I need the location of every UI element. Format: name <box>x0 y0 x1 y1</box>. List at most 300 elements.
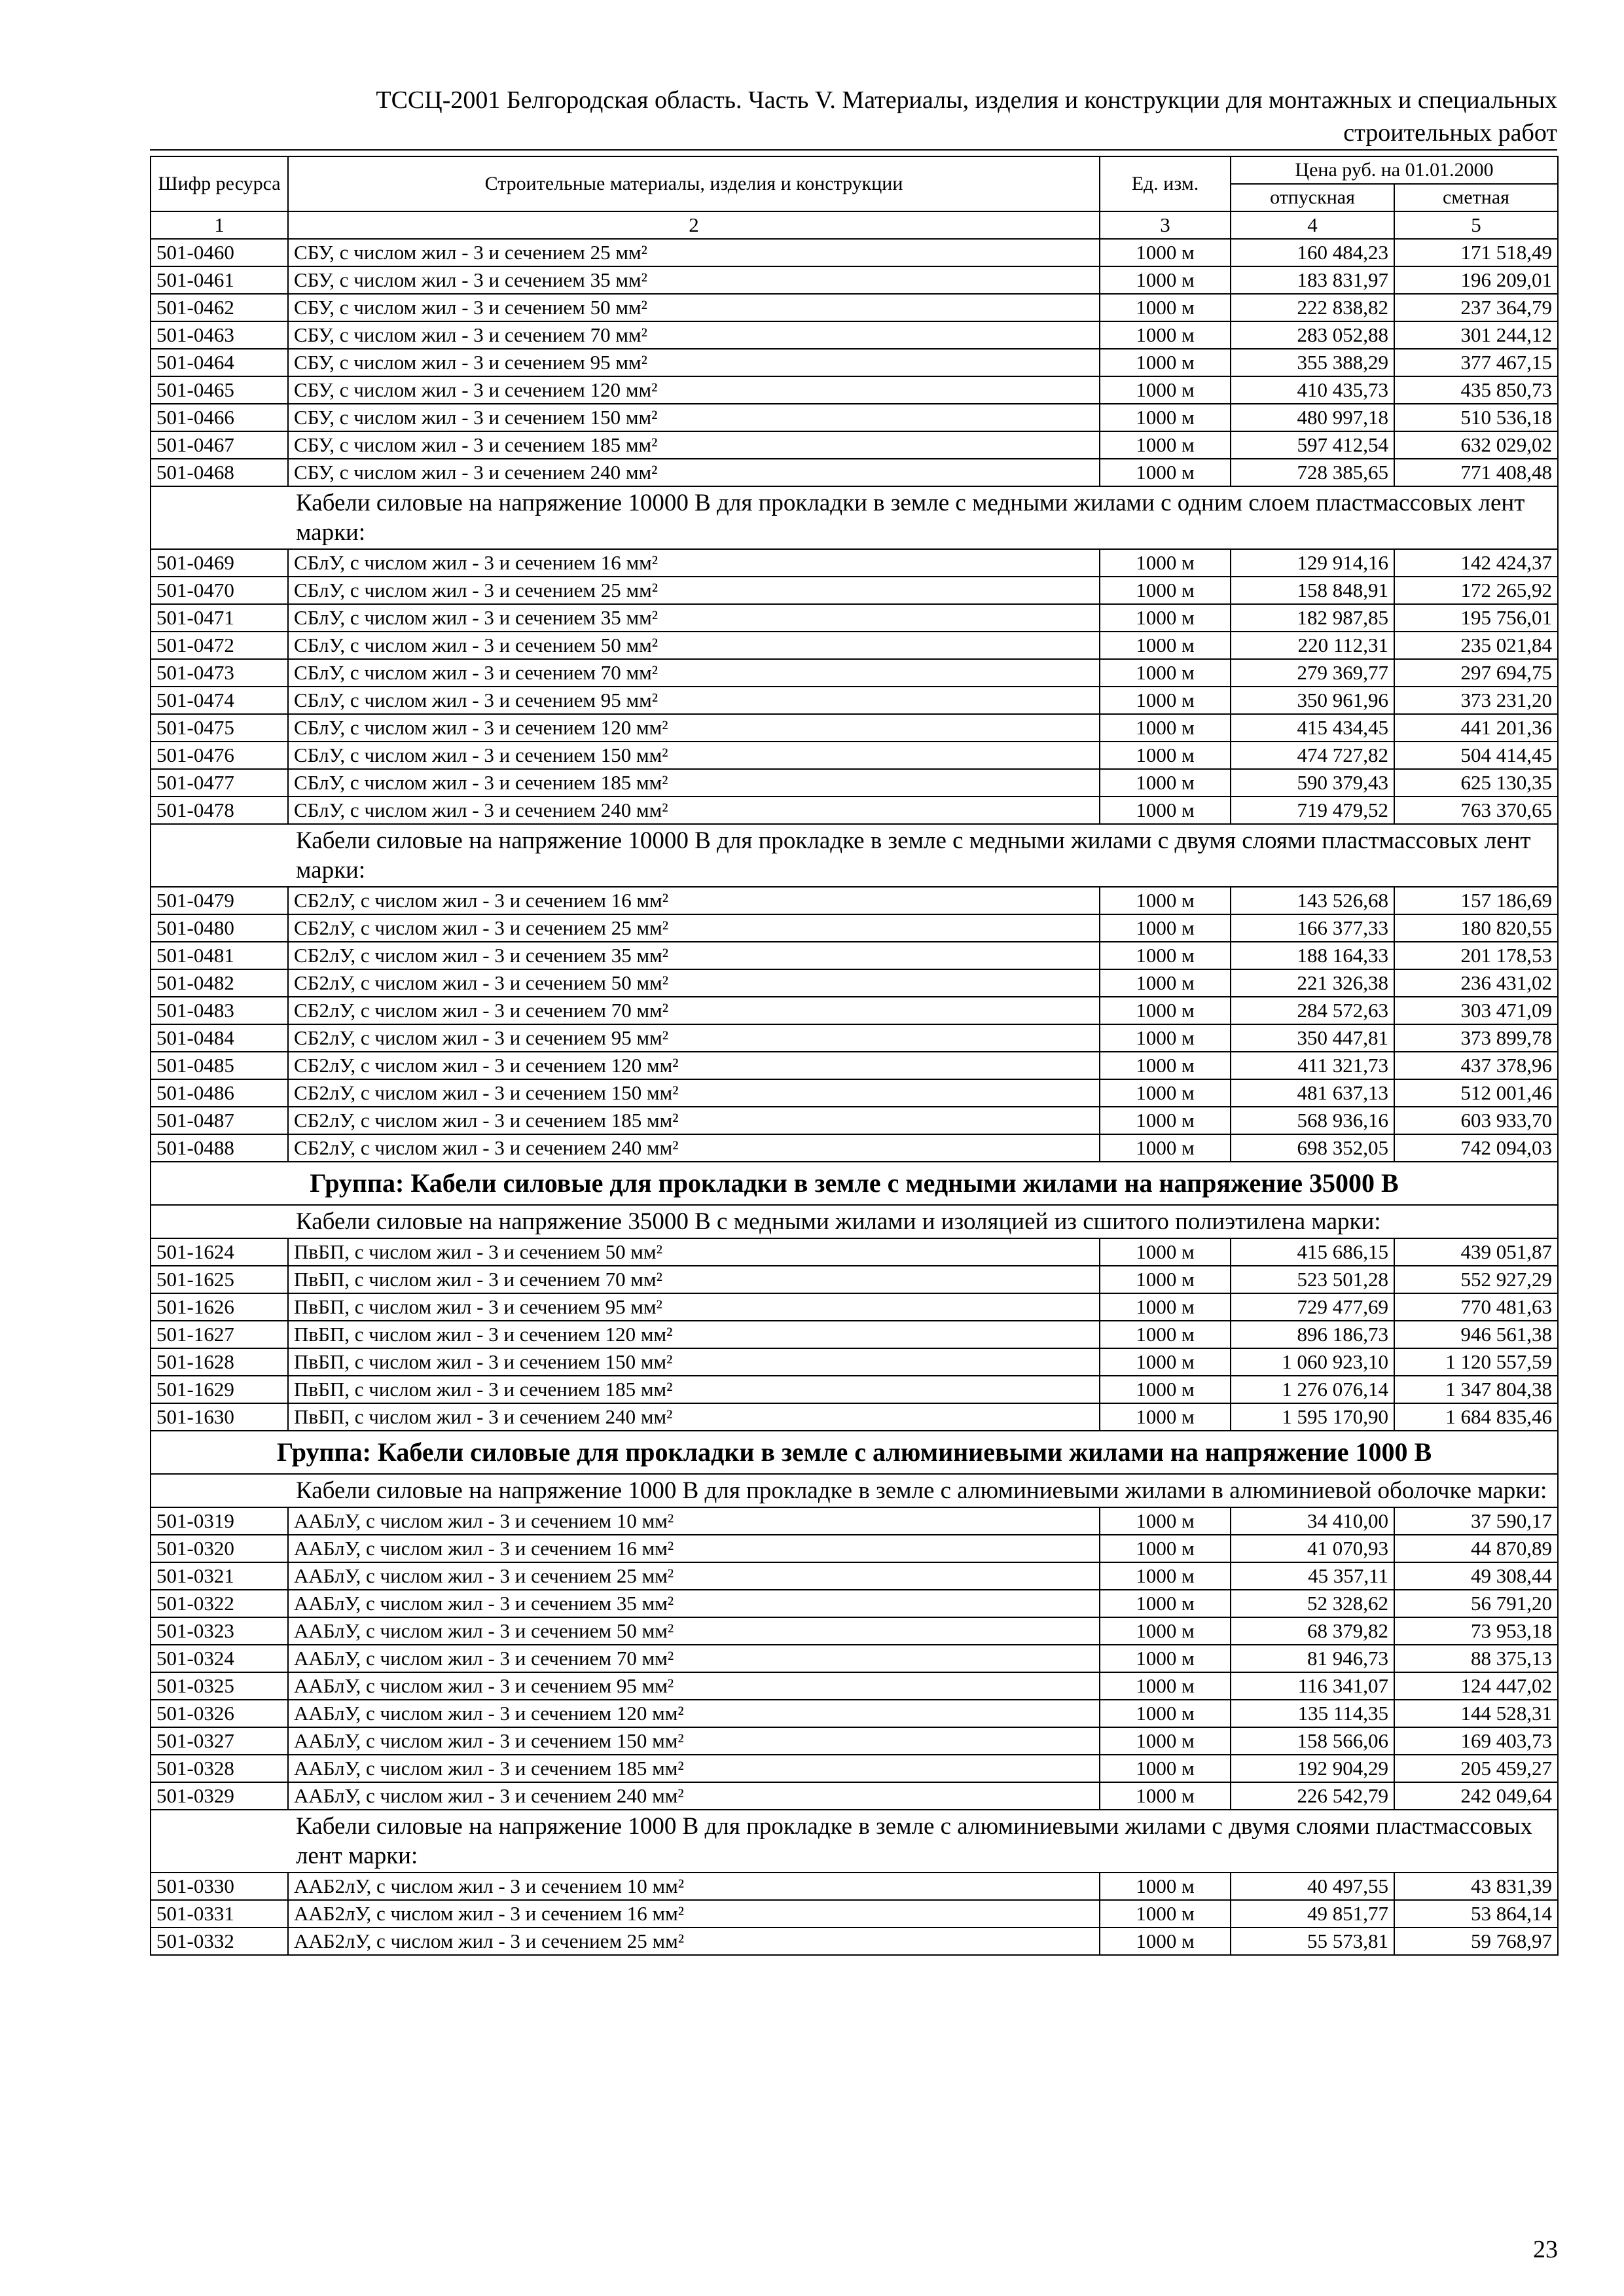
unit: 1000 м <box>1100 1403 1231 1431</box>
header-price: Цена руб. на 01.01.2000 <box>1231 156 1558 184</box>
unit: 1000 м <box>1100 1590 1231 1617</box>
release-price: 41 070,93 <box>1231 1535 1394 1562</box>
release-price: 411 321,73 <box>1231 1052 1394 1079</box>
release-price: 158 566,06 <box>1231 1727 1394 1755</box>
resource-code: 501-0478 <box>151 797 288 824</box>
resource-code: 501-0488 <box>151 1134 288 1162</box>
table-row <box>151 404 1558 431</box>
material-name: СБлУ, с числом жил - 3 и сечением 240 мм² <box>288 797 1100 824</box>
material-name: ААБлУ, с числом жил - 3 и сечением 25 мм² <box>288 1562 1100 1590</box>
estimate-price: 435 850,73 <box>1394 376 1558 404</box>
unit: 1000 м <box>1100 969 1231 997</box>
unit: 1000 м <box>1100 1873 1231 1900</box>
table-row <box>151 742 1558 769</box>
resource-code: 501-0483 <box>151 997 288 1024</box>
header-line-1: ТССЦ-2001 Белгородская область. Часть V. Материалы, изделия и конструкции для монтажных и специальных <box>376 86 1557 114</box>
resource-code: 501-0326 <box>151 1700 288 1727</box>
material-name: ААБлУ, с числом жил - 3 и сечением 240 мм² <box>288 1782 1100 1810</box>
material-name: ААБлУ, с числом жил - 3 и сечением 95 мм² <box>288 1672 1100 1700</box>
release-price: 415 686,15 <box>1231 1238 1394 1266</box>
release-price: 350 961,96 <box>1231 687 1394 714</box>
table-row <box>151 1928 1558 1955</box>
table-row <box>151 349 1558 376</box>
table-row <box>151 1507 1558 1535</box>
estimate-price: 196 209,01 <box>1394 266 1558 294</box>
estimate-price: 43 831,39 <box>1394 1873 1558 1900</box>
estimate-price: 56 791,20 <box>1394 1590 1558 1617</box>
material-name: СБ2лУ, с числом жил - 3 и сечением 150 мм² <box>288 1079 1100 1107</box>
estimate-price: 946 561,38 <box>1394 1321 1558 1348</box>
subsection-spacer <box>151 1205 288 1238</box>
material-name: СБУ, с числом жил - 3 и сечением 120 мм² <box>288 376 1100 404</box>
group-row <box>151 1431 1558 1474</box>
material-name: СБлУ, с числом жил - 3 и сечением 35 мм² <box>288 604 1100 632</box>
material-name: ААБ2лУ, с числом жил - 3 и сечением 16 мм² <box>288 1900 1100 1928</box>
unit: 1000 м <box>1100 1134 1231 1162</box>
unit: 1000 м <box>1100 1107 1231 1134</box>
release-price: 188 164,33 <box>1231 942 1394 969</box>
estimate-price: 373 231,20 <box>1394 687 1558 714</box>
estimate-price: 195 756,01 <box>1394 604 1558 632</box>
material-name: СБУ, с числом жил - 3 и сечением 35 мм² <box>288 266 1100 294</box>
resource-code: 501-0331 <box>151 1900 288 1928</box>
resource-code: 501-1629 <box>151 1376 288 1403</box>
resource-code: 501-1628 <box>151 1348 288 1376</box>
table-row <box>151 632 1558 659</box>
unit: 1000 м <box>1100 349 1231 376</box>
table-row <box>151 1403 1558 1431</box>
estimate-price: 88 375,13 <box>1394 1645 1558 1672</box>
release-price: 480 997,18 <box>1231 404 1394 431</box>
unit: 1000 м <box>1100 604 1231 632</box>
material-name: ПвБП, с числом жил - 3 и сечением 50 мм² <box>288 1238 1100 1266</box>
material-name: ПвБП, с числом жил - 3 и сечением 70 мм² <box>288 1266 1100 1293</box>
subsection-row <box>151 486 1558 549</box>
table-row <box>151 1376 1558 1403</box>
subsection-row <box>151 1810 1558 1873</box>
release-price: 40 497,55 <box>1231 1873 1394 1900</box>
resource-code: 501-1624 <box>151 1238 288 1266</box>
resource-code: 501-0473 <box>151 659 288 687</box>
estimate-price: 504 414,45 <box>1394 742 1558 769</box>
estimate-price: 144 528,31 <box>1394 1700 1558 1727</box>
resource-code: 501-0319 <box>151 1507 288 1535</box>
estimate-price: 242 049,64 <box>1394 1782 1558 1810</box>
estimate-price: 301 244,12 <box>1394 321 1558 349</box>
release-price: 129 914,16 <box>1231 549 1394 577</box>
unit: 1000 м <box>1100 1700 1231 1727</box>
release-price: 135 114,35 <box>1231 1700 1394 1727</box>
table-row <box>151 459 1558 486</box>
release-price: 896 186,73 <box>1231 1321 1394 1348</box>
material-name: СБУ, с числом жил - 3 и сечением 25 мм² <box>288 239 1100 266</box>
subsection-title: Кабели силовые на напряжение 1000 В для прокладке в земле с алюминиевыми жилами в алюминиевой оболочке марки: <box>288 1474 1558 1507</box>
table-row <box>151 321 1558 349</box>
estimate-price: 172 265,92 <box>1394 577 1558 604</box>
release-price: 226 542,79 <box>1231 1782 1394 1810</box>
unit: 1000 м <box>1100 1079 1231 1107</box>
material-name: ААБлУ, с числом жил - 3 и сечением 70 мм² <box>288 1645 1100 1672</box>
estimate-price: 237 364,79 <box>1394 294 1558 321</box>
table-row <box>151 887 1558 914</box>
subsection-row <box>151 1474 1558 1507</box>
table-row <box>151 1535 1558 1562</box>
subsection-title: Кабели силовые на напряжение 1000 В для прокладке в земле с алюминиевыми жилами с двумя слоями пластмассовых лент марки: <box>288 1810 1558 1873</box>
estimate-price: 236 431,02 <box>1394 969 1558 997</box>
release-price: 1 060 923,10 <box>1231 1348 1394 1376</box>
estimate-price: 235 021,84 <box>1394 632 1558 659</box>
release-price: 415 434,45 <box>1231 714 1394 742</box>
release-price: 45 357,11 <box>1231 1562 1394 1590</box>
table-body <box>151 239 1558 1955</box>
release-price: 729 477,69 <box>1231 1293 1394 1321</box>
material-name: ПвБП, с числом жил - 3 и сечением 150 мм² <box>288 1348 1100 1376</box>
table-row <box>151 1645 1558 1672</box>
table-row <box>151 1348 1558 1376</box>
unit: 1000 м <box>1100 1266 1231 1293</box>
resource-code: 501-0324 <box>151 1645 288 1672</box>
table-row <box>151 1024 1558 1052</box>
estimate-price: 124 447,02 <box>1394 1672 1558 1700</box>
release-price: 279 369,77 <box>1231 659 1394 687</box>
material-name: СБ2лУ, с числом жил - 3 и сечением 25 мм² <box>288 914 1100 942</box>
unit: 1000 м <box>1100 1376 1231 1403</box>
resource-code: 501-0486 <box>151 1079 288 1107</box>
subsection-row <box>151 1205 1558 1238</box>
release-price: 34 410,00 <box>1231 1507 1394 1535</box>
release-price: 474 727,82 <box>1231 742 1394 769</box>
table-row <box>151 1052 1558 1079</box>
subsection-row <box>151 824 1558 887</box>
material-name: СБУ, с числом жил - 3 и сечением 70 мм² <box>288 321 1100 349</box>
resource-code: 501-0484 <box>151 1024 288 1052</box>
unit: 1000 м <box>1100 239 1231 266</box>
table-row <box>151 942 1558 969</box>
unit: 1000 м <box>1100 1900 1231 1928</box>
release-price: 568 936,16 <box>1231 1107 1394 1134</box>
column-number: 5 <box>1394 211 1558 239</box>
unit: 1000 м <box>1100 1755 1231 1782</box>
resource-code: 501-0487 <box>151 1107 288 1134</box>
resource-code: 501-0481 <box>151 942 288 969</box>
material-name: СБлУ, с числом жил - 3 и сечением 25 мм² <box>288 577 1100 604</box>
release-price: 350 447,81 <box>1231 1024 1394 1052</box>
table-row <box>151 604 1558 632</box>
estimate-price: 297 694,75 <box>1394 659 1558 687</box>
group-row <box>151 1162 1558 1205</box>
header-release-price: отпускная <box>1231 184 1394 211</box>
estimate-price: 73 953,18 <box>1394 1617 1558 1645</box>
page-header <box>150 84 1557 151</box>
resource-code: 501-0468 <box>151 459 288 486</box>
estimate-price: 169 403,73 <box>1394 1727 1558 1755</box>
subsection-title: Кабели силовые на напряжение 35000 В с медными жилами и изоляцией из сшитого полиэтилена марки: <box>288 1205 1558 1238</box>
header-line-2: строительных работ <box>1343 119 1557 147</box>
material-name: СБлУ, с числом жил - 3 и сечением 120 мм² <box>288 714 1100 742</box>
estimate-price: 373 899,78 <box>1394 1024 1558 1052</box>
material-name: СБлУ, с числом жил - 3 и сечением 95 мм² <box>288 687 1100 714</box>
material-name: СБУ, с числом жил - 3 и сечением 185 мм² <box>288 431 1100 459</box>
resource-code: 501-0330 <box>151 1873 288 1900</box>
estimate-price: 205 459,27 <box>1394 1755 1558 1782</box>
release-price: 523 501,28 <box>1231 1266 1394 1293</box>
estimate-price: 201 178,53 <box>1394 942 1558 969</box>
header-estimate-price: сметная <box>1394 184 1558 211</box>
column-number: 4 <box>1231 211 1394 239</box>
subsection-spacer <box>151 824 288 887</box>
estimate-price: 510 536,18 <box>1394 404 1558 431</box>
resource-code: 501-0321 <box>151 1562 288 1590</box>
material-name: СБ2лУ, с числом жил - 3 и сечением 185 мм² <box>288 1107 1100 1134</box>
table-row <box>151 1900 1558 1928</box>
unit: 1000 м <box>1100 1782 1231 1810</box>
table-row <box>151 1134 1558 1162</box>
release-price: 55 573,81 <box>1231 1928 1394 1955</box>
estimate-price: 552 927,29 <box>1394 1266 1558 1293</box>
estimate-price: 603 933,70 <box>1394 1107 1558 1134</box>
unit: 1000 м <box>1100 404 1231 431</box>
material-name: СБУ, с числом жил - 3 и сечением 50 мм² <box>288 294 1100 321</box>
unit: 1000 м <box>1100 1672 1231 1700</box>
estimate-price: 142 424,37 <box>1394 549 1558 577</box>
release-price: 220 112,31 <box>1231 632 1394 659</box>
estimate-price: 632 029,02 <box>1394 431 1558 459</box>
resource-code: 501-0472 <box>151 632 288 659</box>
table-row <box>151 1079 1558 1107</box>
estimate-price: 171 518,49 <box>1394 239 1558 266</box>
estimate-price: 59 768,97 <box>1394 1928 1558 1955</box>
estimate-price: 37 590,17 <box>1394 1507 1558 1535</box>
release-price: 68 379,82 <box>1231 1617 1394 1645</box>
estimate-price: 49 308,44 <box>1394 1562 1558 1590</box>
unit: 1000 м <box>1100 997 1231 1024</box>
resource-code: 501-0325 <box>151 1672 288 1700</box>
table-row <box>151 1672 1558 1700</box>
unit: 1000 м <box>1100 1645 1231 1672</box>
material-name: СБлУ, с числом жил - 3 и сечением 70 мм² <box>288 659 1100 687</box>
unit: 1000 м <box>1100 769 1231 797</box>
material-name: ААБ2лУ, с числом жил - 3 и сечением 25 мм² <box>288 1928 1100 1955</box>
unit: 1000 м <box>1100 1562 1231 1590</box>
material-name: ПвБП, с числом жил - 3 и сечением 95 мм² <box>288 1293 1100 1321</box>
unit: 1000 м <box>1100 887 1231 914</box>
estimate-price: 770 481,63 <box>1394 1293 1558 1321</box>
table-row <box>151 687 1558 714</box>
estimate-price: 53 864,14 <box>1394 1900 1558 1928</box>
release-price: 192 904,29 <box>1231 1755 1394 1782</box>
unit: 1000 м <box>1100 1507 1231 1535</box>
estimate-price: 1 684 835,46 <box>1394 1403 1558 1431</box>
material-name: СБлУ, с числом жил - 3 и сечением 185 мм² <box>288 769 1100 797</box>
unit: 1000 м <box>1100 1024 1231 1052</box>
resource-code: 501-1625 <box>151 1266 288 1293</box>
estimate-price: 771 408,48 <box>1394 459 1558 486</box>
resource-code: 501-0474 <box>151 687 288 714</box>
estimate-price: 625 130,35 <box>1394 769 1558 797</box>
resource-code: 501-0479 <box>151 887 288 914</box>
price-table <box>150 156 1559 1956</box>
table-row <box>151 1873 1558 1900</box>
material-name: СБлУ, с числом жил - 3 и сечением 50 мм² <box>288 632 1100 659</box>
resource-code: 501-0470 <box>151 577 288 604</box>
resource-code: 501-0328 <box>151 1755 288 1782</box>
unit: 1000 м <box>1100 1617 1231 1645</box>
unit: 1000 м <box>1100 1928 1231 1955</box>
release-price: 590 379,43 <box>1231 769 1394 797</box>
table-row <box>151 1238 1558 1266</box>
material-name: СБУ, с числом жил - 3 и сечением 240 мм² <box>288 459 1100 486</box>
header-code: Шифр ресурса <box>151 156 288 211</box>
material-name: ААБлУ, с числом жил - 3 и сечением 185 мм² <box>288 1755 1100 1782</box>
table-row <box>151 969 1558 997</box>
material-name: ААБ2лУ, с числом жил - 3 и сечением 10 мм² <box>288 1873 1100 1900</box>
unit: 1000 м <box>1100 914 1231 942</box>
column-number: 2 <box>288 211 1100 239</box>
table-row <box>151 714 1558 742</box>
unit: 1000 м <box>1100 321 1231 349</box>
table-row <box>151 239 1558 266</box>
unit: 1000 м <box>1100 1321 1231 1348</box>
table-row <box>151 1562 1558 1590</box>
release-price: 221 326,38 <box>1231 969 1394 997</box>
resource-code: 501-0476 <box>151 742 288 769</box>
table-row <box>151 997 1558 1024</box>
table-row <box>151 577 1558 604</box>
resource-code: 501-1627 <box>151 1321 288 1348</box>
release-price: 481 637,13 <box>1231 1079 1394 1107</box>
column-numbers-row <box>151 211 1558 239</box>
resource-code: 501-0467 <box>151 431 288 459</box>
table-row <box>151 769 1558 797</box>
table-row <box>151 659 1558 687</box>
material-name: СБлУ, с числом жил - 3 и сечением 16 мм² <box>288 549 1100 577</box>
material-name: СБ2лУ, с числом жил - 3 и сечением 70 мм² <box>288 997 1100 1024</box>
table-row <box>151 1107 1558 1134</box>
table-row <box>151 914 1558 942</box>
estimate-price: 1 347 804,38 <box>1394 1376 1558 1403</box>
resource-code: 501-0471 <box>151 604 288 632</box>
unit: 1000 м <box>1100 942 1231 969</box>
resource-code: 501-0464 <box>151 349 288 376</box>
release-price: 1 276 076,14 <box>1231 1376 1394 1403</box>
release-price: 355 388,29 <box>1231 349 1394 376</box>
release-price: 143 526,68 <box>1231 887 1394 914</box>
resource-code: 501-0482 <box>151 969 288 997</box>
resource-code: 501-0461 <box>151 266 288 294</box>
unit: 1000 м <box>1100 459 1231 486</box>
material-name: СБ2лУ, с числом жил - 3 и сечением 120 мм² <box>288 1052 1100 1079</box>
unit: 1000 м <box>1100 1238 1231 1266</box>
release-price: 160 484,23 <box>1231 239 1394 266</box>
release-price: 183 831,97 <box>1231 266 1394 294</box>
material-name: ААБлУ, с числом жил - 3 и сечением 10 мм² <box>288 1507 1100 1535</box>
resource-code: 501-1626 <box>151 1293 288 1321</box>
material-name: СБ2лУ, с числом жил - 3 и сечением 16 мм² <box>288 887 1100 914</box>
column-number: 3 <box>1100 211 1231 239</box>
resource-code: 501-0332 <box>151 1928 288 1955</box>
table-row <box>151 1727 1558 1755</box>
unit: 1000 м <box>1100 577 1231 604</box>
material-name: ААБлУ, с числом жил - 3 и сечением 16 мм² <box>288 1535 1100 1562</box>
unit: 1000 м <box>1100 431 1231 459</box>
release-price: 166 377,33 <box>1231 914 1394 942</box>
unit: 1000 м <box>1100 294 1231 321</box>
table-row <box>151 1755 1558 1782</box>
material-name: СБУ, с числом жил - 3 и сечением 95 мм² <box>288 349 1100 376</box>
table-row <box>151 266 1558 294</box>
resource-code: 501-0477 <box>151 769 288 797</box>
release-price: 158 848,91 <box>1231 577 1394 604</box>
table-row <box>151 1782 1558 1810</box>
subsection-spacer <box>151 486 288 549</box>
subsection-spacer <box>151 1810 288 1873</box>
unit: 1000 м <box>1100 549 1231 577</box>
release-price: 719 479,52 <box>1231 797 1394 824</box>
estimate-price: 763 370,65 <box>1394 797 1558 824</box>
release-price: 597 412,54 <box>1231 431 1394 459</box>
release-price: 52 328,62 <box>1231 1590 1394 1617</box>
material-name: ААБлУ, с числом жил - 3 и сечением 120 мм² <box>288 1700 1100 1727</box>
material-name: СБ2лУ, с числом жил - 3 и сечением 50 мм² <box>288 969 1100 997</box>
resource-code: 501-0460 <box>151 239 288 266</box>
table-row <box>151 1293 1558 1321</box>
table-row <box>151 376 1558 404</box>
unit: 1000 м <box>1100 1535 1231 1562</box>
estimate-price: 441 201,36 <box>1394 714 1558 742</box>
release-price: 116 341,07 <box>1231 1672 1394 1700</box>
column-number: 1 <box>151 211 288 239</box>
estimate-price: 44 870,89 <box>1394 1535 1558 1562</box>
material-name: СБлУ, с числом жил - 3 и сечением 150 мм² <box>288 742 1100 769</box>
resource-code: 501-0469 <box>151 549 288 577</box>
unit: 1000 м <box>1100 687 1231 714</box>
release-price: 81 946,73 <box>1231 1645 1394 1672</box>
material-name: ААБлУ, с числом жил - 3 и сечением 150 мм² <box>288 1727 1100 1755</box>
material-name: СБ2лУ, с числом жил - 3 и сечением 240 мм² <box>288 1134 1100 1162</box>
unit: 1000 м <box>1100 1348 1231 1376</box>
resource-code: 501-0485 <box>151 1052 288 1079</box>
estimate-price: 157 186,69 <box>1394 887 1558 914</box>
unit: 1000 м <box>1100 1293 1231 1321</box>
page-number: 23 <box>1533 2236 1558 2263</box>
material-name: ПвБП, с числом жил - 3 и сечением 185 мм² <box>288 1376 1100 1403</box>
group-title: Группа: Кабели силовые для прокладки в земле с медными жилами на напряжение 35000 В <box>151 1162 1558 1205</box>
release-price: 222 838,82 <box>1231 294 1394 321</box>
unit: 1000 м <box>1100 376 1231 404</box>
material-name: ААБлУ, с числом жил - 3 и сечением 35 мм² <box>288 1590 1100 1617</box>
unit: 1000 м <box>1100 266 1231 294</box>
unit: 1000 м <box>1100 1727 1231 1755</box>
header-name: Строительные материалы, изделия и конструкции <box>288 156 1100 211</box>
release-price: 728 385,65 <box>1231 459 1394 486</box>
resource-code: 501-1630 <box>151 1403 288 1431</box>
subsection-spacer <box>151 1474 288 1507</box>
table-row <box>151 1700 1558 1727</box>
table-row <box>151 549 1558 577</box>
unit: 1000 м <box>1100 742 1231 769</box>
release-price: 1 595 170,90 <box>1231 1403 1394 1431</box>
unit: 1000 м <box>1100 797 1231 824</box>
material-name: ААБлУ, с числом жил - 3 и сечением 50 мм² <box>288 1617 1100 1645</box>
estimate-price: 512 001,46 <box>1394 1079 1558 1107</box>
subsection-title: Кабели силовые на напряжение 10000 В для прокладке в земле с медными жилами с двумя слоями пластмассовых лент марки: <box>288 824 1558 887</box>
material-name: СБУ, с числом жил - 3 и сечением 150 мм² <box>288 404 1100 431</box>
resource-code: 501-0475 <box>151 714 288 742</box>
release-price: 284 572,63 <box>1231 997 1394 1024</box>
resource-code: 501-0322 <box>151 1590 288 1617</box>
group-title: Группа: Кабели силовые для прокладки в земле с алюминиевыми жилами на напряжение 1000 В <box>151 1431 1558 1474</box>
unit: 1000 м <box>1100 1052 1231 1079</box>
